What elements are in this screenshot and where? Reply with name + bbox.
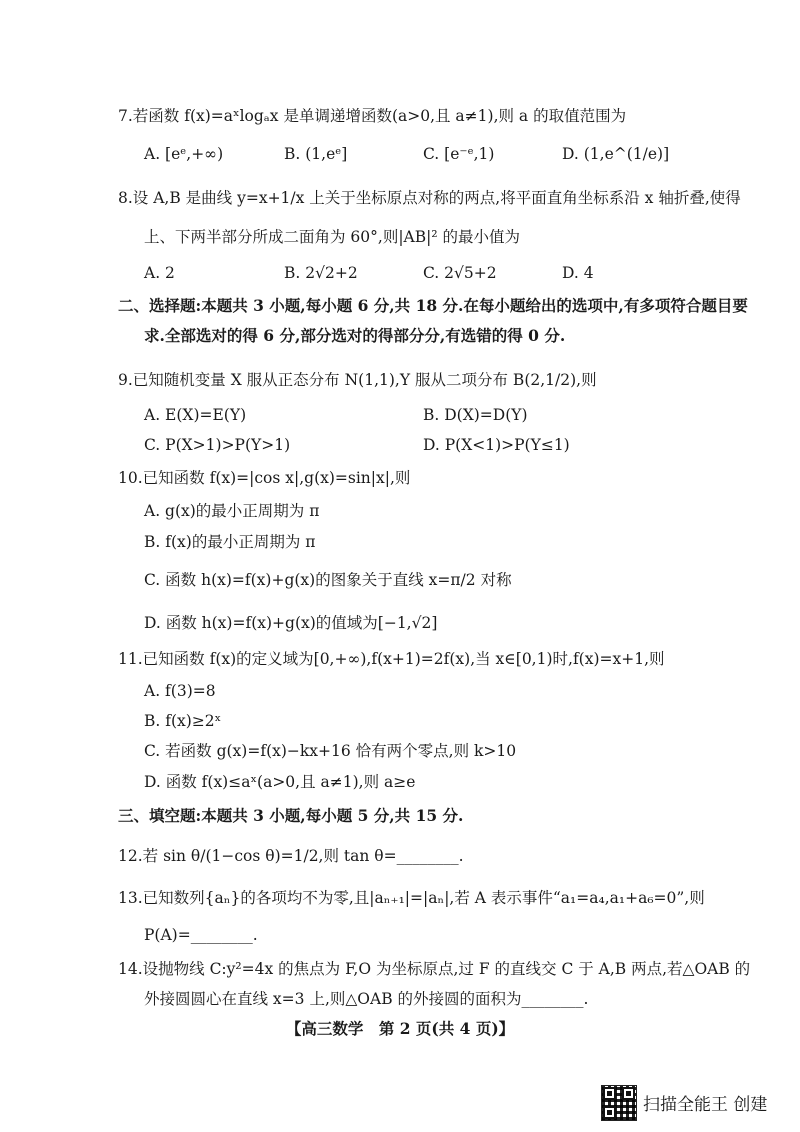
question-13-line1: 13.已知数列{aₙ}的各项均不为零,且|aₙ₊₁|=|aₙ|,若 A 表示事件“a₁=a₄,a₁+a₆=0”,则 (118, 889, 705, 907)
question-9-stem: 9.已知随机变量 X 服从正态分布 N(1,1),Y 服从二项分布 B(2,1/2),则 (118, 371, 597, 389)
q9-option-d: D. P(X<1)>P(Y≤1) (423, 436, 570, 454)
q8-option-a: A. 2 (144, 264, 175, 282)
q10-option-a: A. g(x)的最小正周期为 π (144, 502, 320, 520)
question-13-line2: P(A)=________. (144, 926, 258, 944)
q8-option-b: B. 2√2+2 (284, 264, 358, 282)
question-8-stem-line2: 上、下两半部分所成二面角为 60°,则|AB|² 的最小值为 (144, 228, 520, 246)
q11-option-b: B. f(x)≥2ˣ (144, 712, 222, 730)
q11-option-a: A. f(3)=8 (144, 682, 216, 700)
section-3-header: 三、填空题:本题共 3 小题,每小题 5 分,共 15 分. (118, 806, 464, 825)
question-8-stem-line1: 8.设 A,B 是曲线 y=x+1/x 上关于坐标原点对称的两点,将平面直角坐标系沿 x 轴折叠,使得 (118, 189, 741, 207)
question-12: 12.若 sin θ/(1−cos θ)=1/2,则 tan θ=________. (118, 847, 464, 865)
q10-option-b: B. f(x)的最小正周期为 π (144, 533, 316, 551)
question-11-stem: 11.已知函数 f(x)的定义域为[0,+∞),f(x+1)=2f(x),当 x∈[0,1)时,f(x)=x+1,则 (118, 650, 665, 668)
question-7-stem: 7.若函数 f(x)=aˣlogₐx 是单调递增函数(a>0,且 a≠1),则 a 的取值范围为 (118, 107, 627, 125)
page-footer: 【高三数学 第 2 页(共 4 页)】 (285, 1019, 515, 1038)
q10-option-d: D. 函数 h(x)=f(x)+g(x)的值域为[−1,√2] (144, 614, 438, 632)
scanner-watermark: 扫描全能王 创建 (643, 1095, 768, 1115)
q8-option-c: C. 2√5+2 (423, 264, 497, 282)
section-2-header-line1: 二、选择题:本题共 3 小题,每小题 6 分,共 18 分.在每小题给出的选项中,有多项符合题目要 (118, 296, 748, 315)
q8-option-d: D. 4 (562, 264, 594, 282)
q7-option-a: A. [eᵉ,+∞) (144, 145, 224, 163)
question-14-line1: 14.设抛物线 C:y²=4x 的焦点为 F,O 为坐标原点,过 F 的直线交 C 于 A,B 两点,若△OAB 的 (118, 960, 751, 978)
q9-option-b: B. D(X)=D(Y) (423, 406, 528, 424)
q9-option-c: C. P(X>1)>P(Y>1) (144, 436, 291, 454)
question-14-line2: 外接圆圆心在直线 x=3 上,则△OAB 的外接圆的面积为________. (144, 990, 589, 1008)
section-2-header-line2: 求.全部选对的得 6 分,部分选对的得部分分,有选错的得 0 分. (144, 326, 566, 345)
q11-option-c: C. 若函数 g(x)=f(x)−kx+16 恰有两个零点,则 k>10 (144, 742, 517, 760)
q7-option-d: D. (1,e^(1/e)] (562, 145, 670, 163)
qr-code-icon (601, 1085, 637, 1121)
q7-option-b: B. (1,eᵉ] (284, 145, 348, 163)
q9-option-a: A. E(X)=E(Y) (144, 406, 247, 424)
q10-option-c: C. 函数 h(x)=f(x)+g(x)的图象关于直线 x=π/2 对称 (144, 571, 512, 589)
q7-option-c: C. [e⁻ᵉ,1) (423, 145, 495, 163)
question-10-stem: 10.已知函数 f(x)=|cos x|,g(x)=sin|x|,则 (118, 469, 411, 487)
q11-option-d: D. 函数 f(x)≤aˣ(a>0,且 a≠1),则 a≥e (144, 773, 416, 791)
